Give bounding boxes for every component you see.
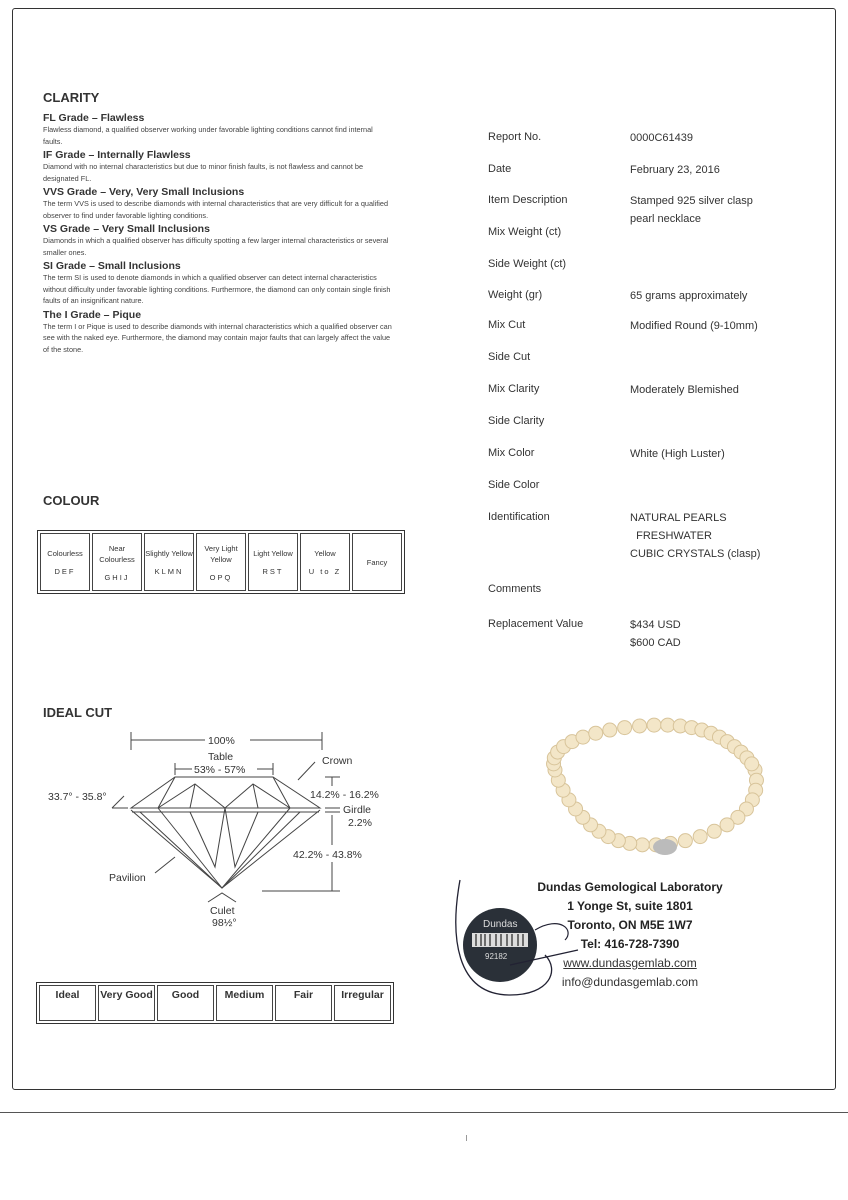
lab-phone: Tel: 416-728-7390 bbox=[580, 937, 680, 951]
svg-text:Dundas: Dundas bbox=[483, 919, 518, 930]
lab-website-link[interactable]: www.dundasgemlab.com bbox=[563, 956, 697, 970]
colour-codes: GHIJ bbox=[104, 572, 130, 582]
grade-heading: IF Grade – Internally Flawless bbox=[43, 149, 191, 161]
pearl bbox=[618, 721, 632, 735]
grade-description: The term I or Pique is used to describe diamonds with internal characteristics which a qualified observer can see with the naked eye. Furthermore, the diamond may contain major faults that can largely affect the value of the stone. bbox=[43, 321, 392, 354]
grade-description: Diamonds in which a qualified observer has difficulty spotting a few larger internal characteristics or several smaller ones. bbox=[43, 236, 389, 257]
diagram-girdle-label: Girdle bbox=[343, 804, 372, 816]
cut-grade-cell: Irregular bbox=[334, 985, 391, 1021]
field-label: Mix Clarity bbox=[488, 383, 540, 395]
field-label: Side Cut bbox=[488, 351, 531, 363]
pearl bbox=[678, 834, 692, 848]
ideal-cut-title: IDEAL CUT bbox=[43, 705, 113, 720]
field-label: Mix Weight (ct) bbox=[488, 226, 562, 238]
diagram-crown: Crown bbox=[322, 755, 353, 767]
grade-heading: The I Grade – Pique bbox=[43, 308, 142, 321]
pearl bbox=[589, 726, 603, 740]
colour-cell bbox=[196, 533, 246, 591]
clarity-grades bbox=[43, 110, 393, 355]
colour-codes: OPQ bbox=[209, 572, 233, 582]
pearl bbox=[576, 730, 590, 744]
colour-label: Light Yellow bbox=[253, 549, 293, 558]
pearl bbox=[693, 830, 707, 844]
grade-heading: VS Grade – Very Small Inclusions bbox=[43, 223, 210, 235]
lab-name: Dundas Gemological Laboratory bbox=[537, 880, 723, 894]
pearl-necklace-photo bbox=[535, 685, 775, 875]
diagram-crown-angle: 33.7° - 35.8° bbox=[48, 791, 107, 803]
cut-grade-cell: Very Good bbox=[98, 985, 155, 1021]
field-label: Replacement Value bbox=[488, 618, 584, 630]
colour-cell bbox=[144, 533, 194, 591]
field-label: Comments bbox=[488, 583, 542, 595]
cut-grade-cell: Good bbox=[157, 985, 214, 1021]
field-value: Stamped 925 silver clasp pearl necklace bbox=[630, 195, 753, 225]
grade-description: Diamond with no internal characteristics but due to minor finish faults, is not flawless and cannot be designated FL. bbox=[43, 162, 364, 183]
field-value: Modified Round (9-10mm) bbox=[630, 320, 758, 332]
grade-description: Flawless diamond, a qualified observer working under favorable lighting conditions cannot find internal faults. bbox=[43, 125, 373, 146]
colour-codes: KLMN bbox=[154, 567, 184, 576]
diagram-table: 53% - 57% bbox=[194, 764, 246, 776]
field-label: Side Clarity bbox=[488, 415, 545, 427]
colour-label: Fancy bbox=[366, 557, 388, 567]
diagram-girdle: 2.2% bbox=[348, 817, 372, 829]
cut-grade-cell: Ideal bbox=[39, 985, 96, 1021]
clarity-title: CLARITY bbox=[43, 90, 100, 105]
grade-heading: VVS Grade – Very, Very Small Inclusions bbox=[43, 186, 245, 198]
colour-codes: DEF bbox=[54, 567, 76, 576]
field-label: Identification bbox=[488, 511, 550, 523]
field-value: NATURAL PEARLS FRESHWATER CUBIC CRYSTALS (clasp) bbox=[630, 512, 761, 560]
field-label: Item Description bbox=[488, 194, 568, 206]
colour-label: Very Light Yellow bbox=[204, 543, 238, 564]
grade-heading: SI Grade – Small Inclusions bbox=[43, 260, 181, 272]
colour-cell bbox=[248, 533, 298, 591]
pearl bbox=[633, 719, 647, 733]
grade-description: The term VVS is used to describe diamonds with internal characteristics that are very difficult for a qualified observer to find under favorable lighting conditions. bbox=[43, 199, 389, 220]
colour-codes: U to Z bbox=[308, 567, 342, 576]
cut-grade-table bbox=[36, 982, 394, 1024]
colour-cell bbox=[300, 533, 350, 591]
diagram-culet-angle: 98½° bbox=[212, 917, 237, 929]
field-value: White (High Luster) bbox=[630, 448, 725, 460]
colour-label: Slightly Yellow bbox=[145, 549, 193, 558]
field-label: Report No. bbox=[488, 131, 542, 143]
colour-label: Near Colourless bbox=[99, 543, 135, 564]
silver-clasp bbox=[653, 839, 677, 855]
diagram-culet: Culet bbox=[210, 905, 235, 917]
lab-address1: 1 Yonge St, suite 1801 bbox=[567, 899, 693, 913]
diagram-table-label: Table bbox=[208, 751, 234, 763]
pearl bbox=[720, 818, 734, 832]
grade-heading: FL Grade – Flawless bbox=[43, 112, 145, 124]
colour-cell bbox=[352, 533, 402, 591]
diagram-pavilion-depth: 42.2% - 43.8% bbox=[293, 849, 362, 861]
lab-email: info@dundasgemlab.com bbox=[561, 975, 699, 989]
pearl bbox=[745, 757, 759, 771]
svg-text:92182: 92182 bbox=[485, 952, 508, 961]
field-label: Mix Cut bbox=[488, 319, 526, 331]
field-value: Moderately Blemished bbox=[630, 384, 739, 396]
scan-mark bbox=[466, 1135, 467, 1141]
field-value: February 23, 2016 bbox=[630, 164, 720, 176]
lab-address2: Toronto, ON M5E 1W7 bbox=[567, 918, 693, 932]
colour-title: COLOUR bbox=[43, 493, 100, 508]
field-value: $434 USD $600 CAD bbox=[630, 619, 681, 649]
colour-table bbox=[37, 530, 405, 594]
field-value: 0000C61439 bbox=[630, 132, 694, 144]
field-label: Mix Color bbox=[488, 447, 535, 459]
pearl bbox=[661, 718, 675, 732]
colour-label: Colourless bbox=[47, 549, 83, 558]
grade-description: The term SI is used to denote diamonds in which a qualified observer can detect internal characteristics without difficulty under favorable lighting conditions. Furthermore, the diamond can only contain single finish faults of an insignificant nature. bbox=[43, 273, 391, 305]
colour-label: Yellow bbox=[314, 549, 336, 558]
pearl bbox=[647, 718, 661, 732]
field-label: Weight (gr) bbox=[488, 289, 543, 301]
divider bbox=[0, 1112, 848, 1113]
diamond-cut-diagram bbox=[40, 720, 400, 930]
diagram-width: 100% bbox=[208, 735, 235, 747]
lab-contact bbox=[500, 878, 760, 992]
pearl bbox=[603, 723, 617, 737]
cut-grade-cell: Fair bbox=[275, 985, 332, 1021]
cut-grade-cell: Medium bbox=[216, 985, 273, 1021]
pearl bbox=[635, 838, 649, 852]
colour-codes: RST bbox=[262, 567, 284, 576]
field-label: Side Weight (ct) bbox=[488, 258, 567, 270]
diagram-crown-height: 14.2% - 16.2% bbox=[310, 789, 379, 801]
pearl bbox=[707, 824, 721, 838]
diagram-pavilion: Pavilion bbox=[109, 872, 146, 884]
field-label: Date bbox=[488, 163, 512, 175]
colour-cell bbox=[40, 533, 90, 591]
colour-cell bbox=[92, 533, 142, 591]
field-value: 65 grams approximately bbox=[630, 290, 748, 302]
field-label: Side Color bbox=[488, 479, 540, 491]
